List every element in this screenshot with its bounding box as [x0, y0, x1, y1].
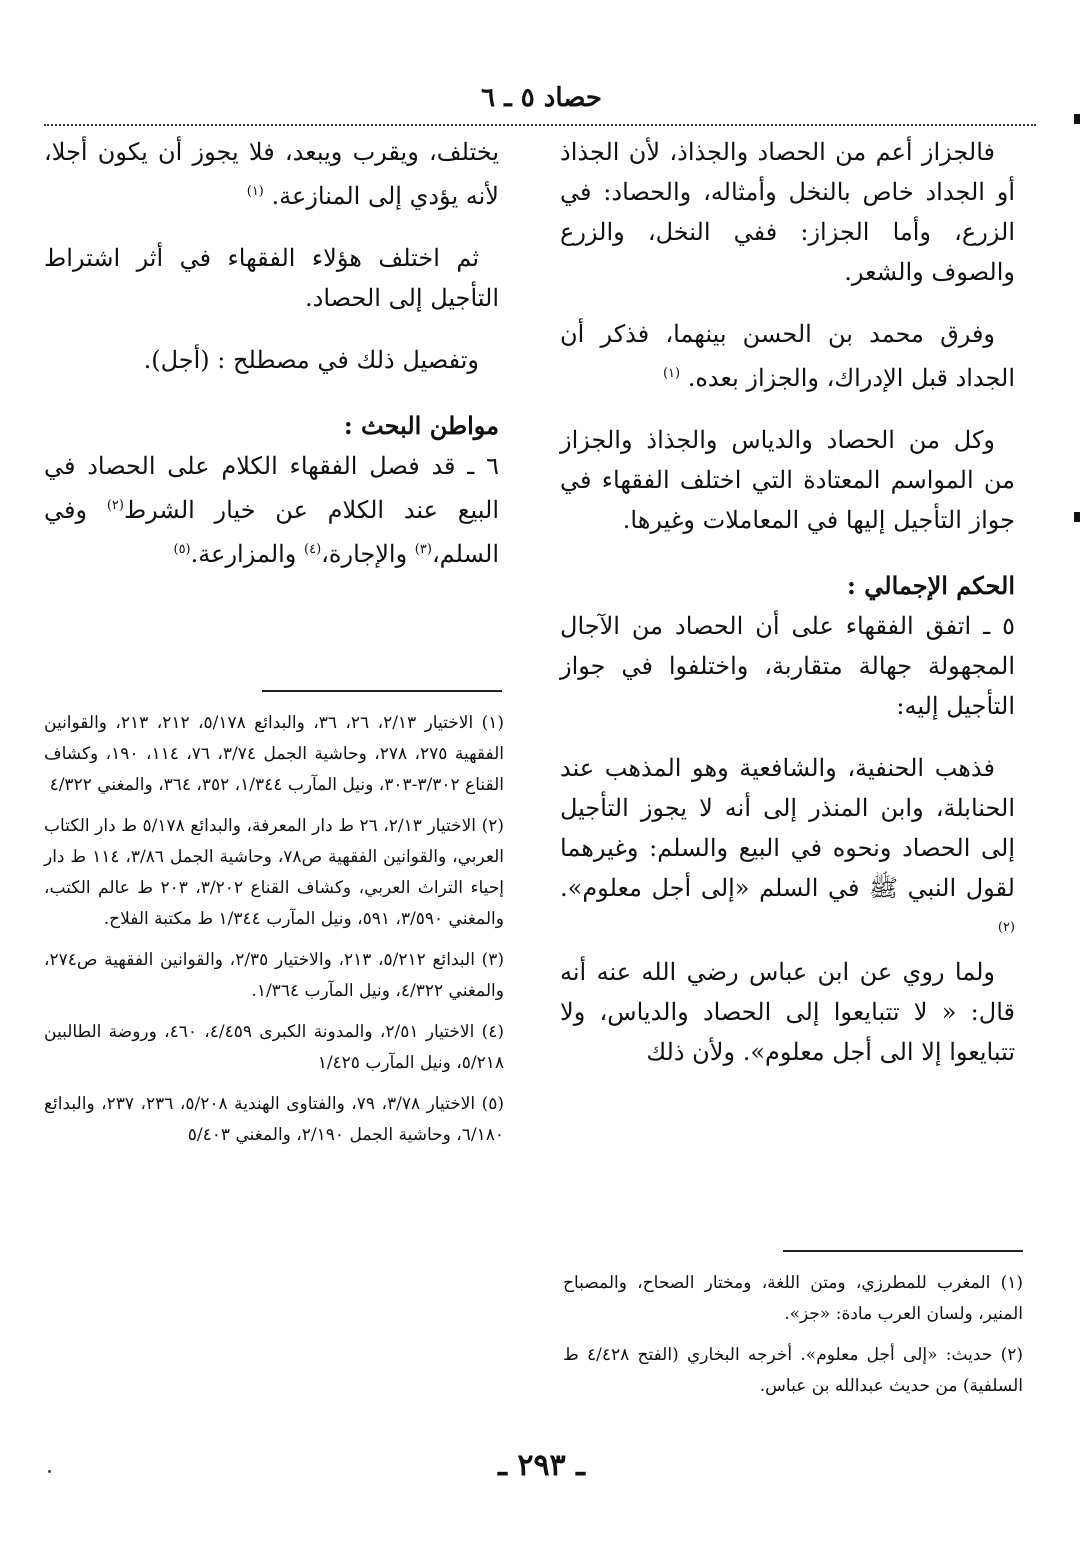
footnote-ref: (١): [662, 366, 681, 381]
paragraph: وكل من الحصاد والدياس والجذاذ والجزاز من المواسم المعتادة التي اختلف الفقهاء في جواز التأجيل إليها في المعاملات وغيرها.: [560, 426, 1015, 534]
footnote-ref: (٤): [304, 542, 322, 557]
header-dotted-rule: [44, 124, 1036, 126]
footnote: (٥) الاختيار ٣/٧٨، ٧٩، والفتاوى الهندية ٥/٢٠٨، ٢٣٦، ٢٣٧، والبدائع ٦/١٨٠، وحاشية الجمل ٢/١٩٠، والمغني ٥/٤٠٣: [44, 1094, 505, 1145]
footnote: (٣) البدائع ٥/٢١٢، ٢١٣، والاختيار ٢/٣٥، والقوانين الفقهية ص٢٧٤، والمغني ٤/٣٢٢، ونيل المآرب ١/٣٦٤.: [44, 950, 505, 1001]
footnote-ref: (٣): [414, 542, 432, 557]
footnote-ref: (٢): [106, 498, 124, 513]
footnote-ref: (٥): [173, 542, 191, 557]
footnote-rule: [262, 690, 502, 692]
page-number: ـ ٢٩٣ ـ: [498, 1448, 585, 1483]
right-column: [560, 132, 1015, 1072]
running-header: حصاد ٥ ـ ٦: [481, 83, 602, 113]
paragraph: فذهب الحنفية، والشافعية وهو المذهب عند الحنابلة، وابن المنذر إلى أنه لا يجوز التأجيل إلى الحصاد ونحوه في البيع والسلم: وغيرهما لقول النبي ﷺ في السلم «إلى أجل معلوم». $^{(٢)}$: [560, 754, 1015, 935]
paragraph: فالجزاز أعم من الحصاد والجذاذ، لأن الجذاذ أو الجداد خاص بالنخل وأمثاله، والحصاد: في الزرع، وأما الجزاز: ففي النخل، والزرع والصوف والشعر.: [560, 138, 1015, 286]
scan-edge-mark: [1074, 512, 1080, 522]
paragraph: وفرق محمد بن الحسن بينهما، فذكر أن الجداد قبل الإدراك، والجزاز بعده. $^{(١)}$: [560, 320, 1015, 392]
section-heading: الحكم الإجمالي :: [847, 571, 1015, 600]
footnote: (١) الاختيار ٢/١٣، ٢٦، ٣٦، والبدائع ٥/١٧٨، ٢١٢، ٢١٣، والقوانين الفقهية ٢٧٥، ٢٧٨، وحاشية الجمل ٣/٧٤، ٧٦، ١١٤، ١٩٠، وكشاف القناع ٣/٣٠٢-٣٠٣، ونيل المآرب ١/٣٤٤، ٣٥٢، ٣٦٤، والمغني ٤/٣٢٢: [44, 713, 505, 795]
paragraph: وتفصيل ذلك في مصطلح : (أجل).: [143, 346, 479, 374]
right-footnotes: [563, 1268, 1023, 1412]
footnote: (٤) الاختيار ٢/٥١، والمدونة الكبرى ٤/٤٥٩، ٤٦٠، وروضة الطالبين ٥/٢١٨، ونيل المآرب ١/٤٢٥: [44, 1022, 504, 1073]
paragraph: ٥ ـ اتفق الفقهاء على أن الحصاد من الآجال المجهولة جهالة متقاربة، واختلفوا في جواز التأجيل إليه:: [560, 612, 1015, 720]
footnote-rule: [783, 1250, 1023, 1252]
left-footnotes: [44, 708, 504, 1161]
footnote: (١) المغرب للمطرزي، ومتن اللغة، ومختار الصحاح، والمصباح المنير، ولسان العرب مادة: «جز».: [563, 1273, 1023, 1324]
footnote: (٢) حديث: «إلى أجل معلوم». أخرجه البخاري (الفتح ٤/٤٢٨ ط السلفية) من حديث عبدالله بن عباس.: [563, 1345, 1023, 1396]
left-column: [44, 132, 499, 574]
footnote: (٢) الاختيار ٢/١٣، ٢٦ ط دار المعرفة، والبدائع ٥/١٧٨ ط دار الكتاب العربي، والقوانين الفقهية ص٧٨، وحاشية الجمل ٣/٨٦، ١١٤ ط دار إحياء التراث العربي، وكشاف القناع ٣/٢٠٢، ٢٠٣ ط عالم الكتب، والمغني ٣/٥٩٠، ٥٩١، ونيل المآرب ١/٣٤٤ ط مكتبة الفلاح.: [44, 816, 505, 929]
scan-dot: [48, 1470, 51, 1473]
scan-edge-mark: [1074, 114, 1080, 124]
paragraph: ٦ ـ قد فصل الفقهاء الكلام على الحصاد في البيع عند الكلام عن خيار الشرط$^{(٢)}$ وفي السلم،$^{(٣)}$ والإجارة،$^{(٤)}$ والمزارعة.$^{(٥)}$: [44, 452, 499, 568]
section-heading: مواطن البحث :: [343, 411, 499, 440]
footnote-ref: (٢): [997, 920, 1015, 935]
paragraph: ثم اختلف هؤلاء الفقهاء في أثر اشتراط التأجيل إلى الحصاد.: [44, 244, 499, 312]
paragraph: يختلف، ويقرب ويبعد، فلا يجوز أن يكون أجلا، لأنه يؤدي إلى المنازعة. $^{(١)}$: [44, 138, 499, 210]
footnote-ref: (١): [246, 184, 264, 199]
paragraph: ولما روي عن ابن عباس رضي الله عنه أنه قال: « لا تتبايعوا إلى الحصاد والدياس، ولا تتبايعوا إلا الى أجل معلوم». ولأن ذلك: [560, 958, 1015, 1066]
